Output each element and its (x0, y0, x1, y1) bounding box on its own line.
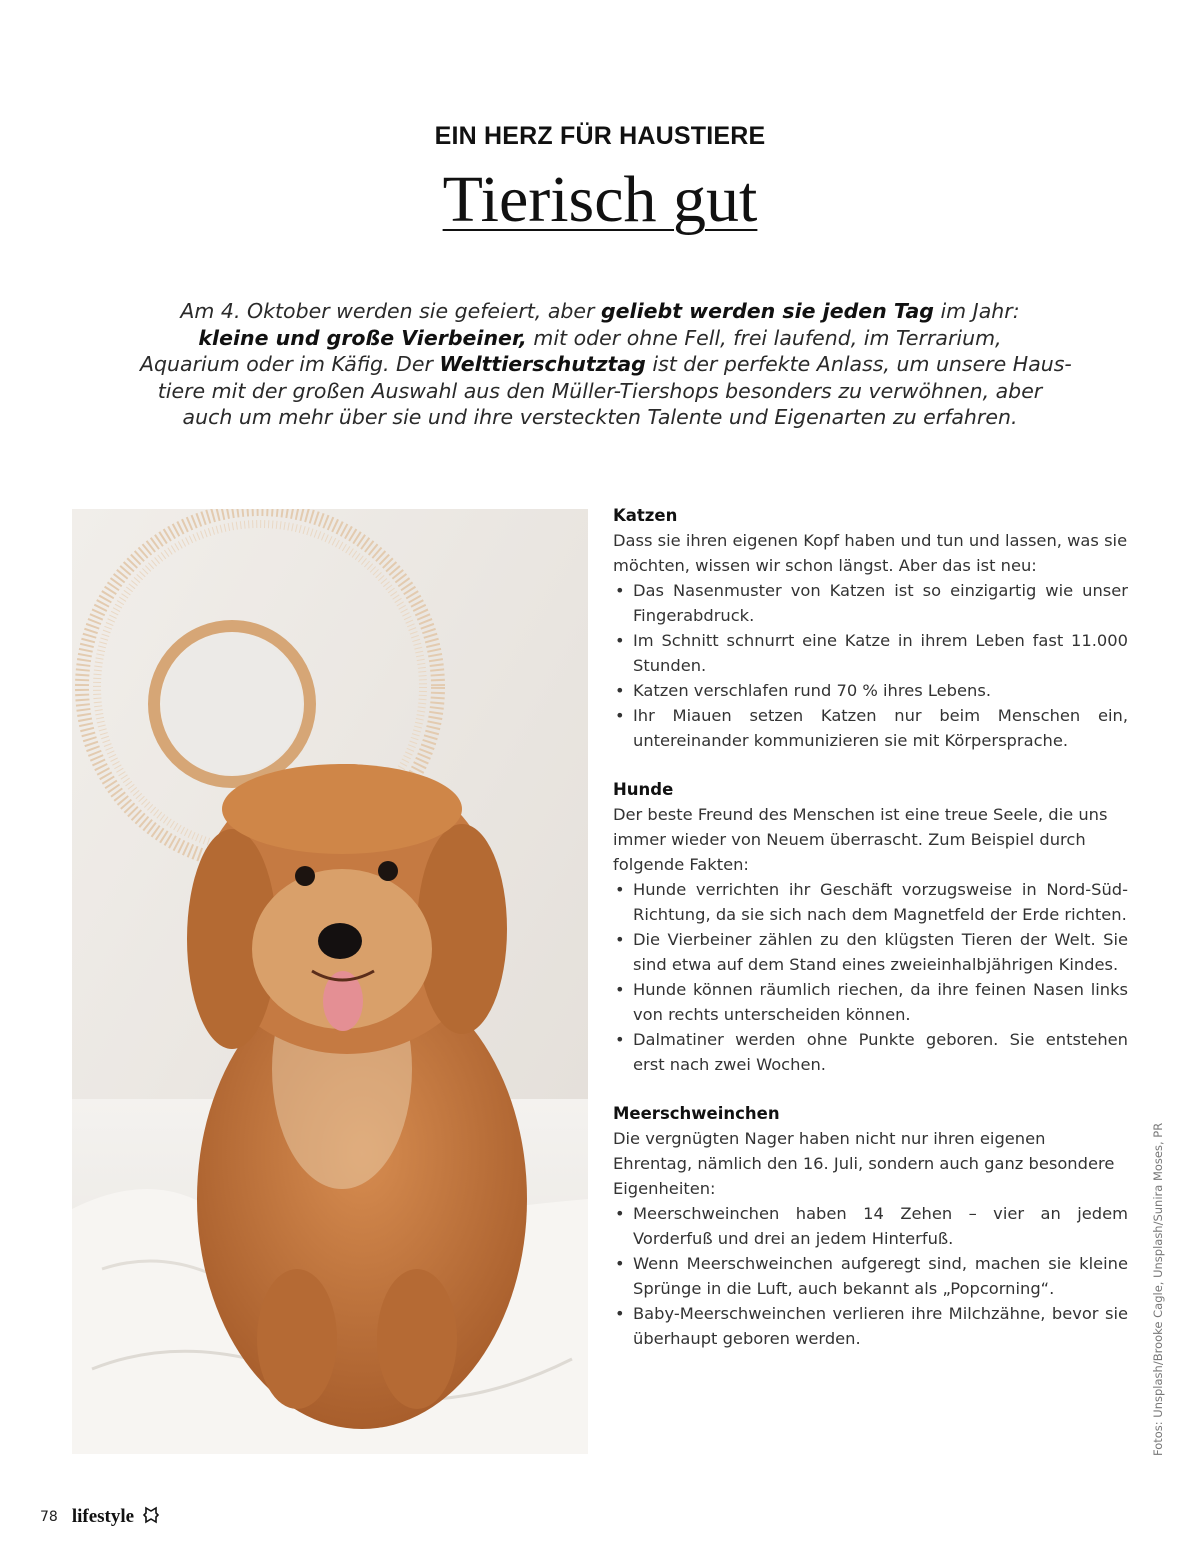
fact-list (613, 578, 1128, 753)
facts-column (613, 503, 1128, 1375)
section-heading: Katzen (613, 506, 678, 525)
intro-emphasis: Welttierschutztag (439, 352, 646, 376)
section-hunde (613, 777, 1128, 1077)
section-heading: Meerschweinchen (613, 1104, 780, 1123)
section-meerschweinchen (613, 1101, 1128, 1351)
list-item: • Die Vierbeiner zählen zu den klügsten Tieren der Welt. Sie sind etwa auf dem Stand eines zweieinhalbjährigen Kindes. (613, 927, 1128, 977)
list-item: • Wenn Meerschweinchen aufgeregt sind, machen sie kleine Sprünge in die Luft, auch bekannt als „Popcorning“. (613, 1251, 1128, 1301)
list-item: • Hunde verrichten ihr Geschäft vorzugsweise in Nord-Süd-Richtung, da sie sich nach dem Magnetfeld der Erde richten. (613, 877, 1128, 927)
list-item: • Dalmatiner werden ohne Punkte geboren. Sie entstehen erst nach zwei Wochen. (613, 1027, 1128, 1077)
list-item: • Das Nasenmuster von Katzen ist so einzigartig wie unser Fingerabdruck. (613, 578, 1128, 628)
section-intro: Dass sie ihren eigenen Kopf haben und tun und lassen, was sie möchten, wissen wir schon längst. Aber das ist neu: (613, 531, 1128, 575)
section-heading: Hunde (613, 780, 674, 799)
page-number: 78 (40, 1509, 58, 1525)
intro-paragraph (140, 298, 1072, 431)
page-footer (40, 1504, 160, 1530)
list-item: • Meerschweinchen haben 14 Zehen – vier an jedem Vorderfuß und drei an jedem Hinterfuß. (613, 1201, 1128, 1251)
list-item: • Katzen verschlafen rund 70 % ihres Lebens. (613, 678, 1128, 703)
page-title-text: Tierisch gut (442, 163, 758, 236)
list-item: • Hunde können räumlich riechen, da ihre feinen Nasen links von rechts unterscheiden können. (613, 977, 1128, 1027)
magazine-brand: lifestyle (71, 1506, 135, 1527)
mueller-logo-icon (142, 1506, 160, 1529)
intro-text: auch um mehr über sie und ihre versteckten Talente und Eigenarten zu erfahren. (182, 405, 1018, 429)
section-intro: Die vergnügten Nager haben nicht nur ihren eigenen Ehrentag, nämlich den 16. Juli, sondern auch ganz besondere Eigenheiten: (613, 1129, 1115, 1198)
fact-list (613, 1201, 1128, 1351)
intro-text: Aquarium oder im Käfig. Der (140, 352, 440, 376)
fact-list (613, 877, 1128, 1077)
intro-text: ist der perfekte Anlass, um unsere Haus- (645, 352, 1072, 376)
photo-credit: Fotos: Unsplash/Brooke Cagle, Unsplash/Sunira Moses, PR (1151, 1122, 1165, 1456)
section-katzen (613, 503, 1128, 753)
list-item: • Ihr Miauen setzen Katzen nur beim Menschen ein, untereinander kommunizieren sie mit Körpersprache. (613, 703, 1128, 753)
intro-text: mit oder ohne Fell, frei laufend, im Terrarium, (526, 325, 1002, 350)
page-title (0, 160, 1200, 240)
list-item: • Baby-Meerschweinchen verlieren ihre Milchzähne, bevor sie überhaupt geboren werden. (613, 1301, 1128, 1351)
list-item: • Im Schnitt schnurrt eine Katze in ihrem Leben fast 11.000 Stunden. (613, 628, 1128, 678)
intro-text: Am 4. Oktober werden sie gefeiert, aber (180, 299, 601, 323)
intro-text: tiere mit der großen Auswahl aus den Müller-Tiershops besonders zu verwöhnen, aber (157, 378, 1043, 403)
dog-photo (72, 509, 588, 1454)
section-kicker: EIN HERZ FÜR HAUSTIERE (434, 122, 766, 150)
section-intro: Der beste Freund des Menschen ist eine treue Seele, die uns immer wieder von Neuem überrascht. Zum Beispiel durch folgende Fakten: (613, 805, 1108, 874)
intro-emphasis: geliebt werden sie jeden Tag (600, 299, 934, 323)
intro-emphasis: kleine und große Vierbeiner, (198, 325, 527, 350)
intro-text: im Jahr: (933, 299, 1020, 323)
